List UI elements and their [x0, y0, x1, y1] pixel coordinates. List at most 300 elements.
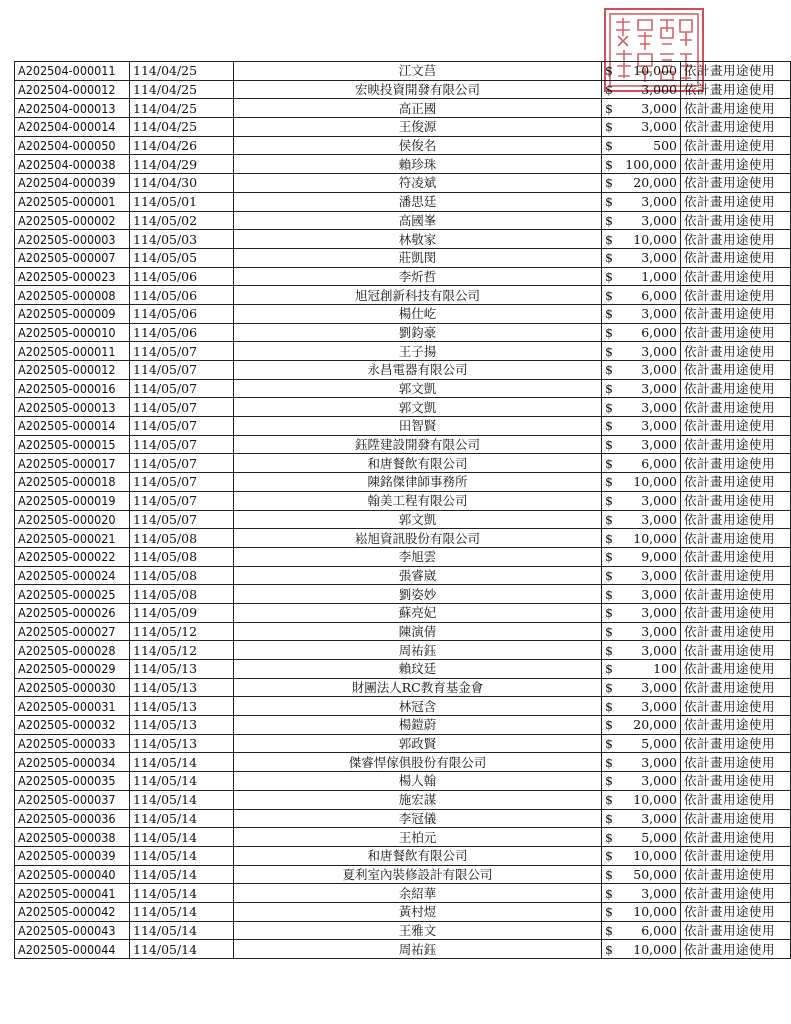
date-cell: 114/05/09	[130, 603, 234, 622]
usage-cell: 依計畫用途使用	[681, 80, 791, 99]
date-cell: 114/05/13	[130, 716, 234, 735]
currency-symbol: $	[605, 418, 613, 434]
receipt-id-cell: A202505-000032	[15, 716, 130, 735]
date-cell: 114/05/07	[130, 473, 234, 492]
amount-value: 3,000	[641, 306, 677, 322]
amount-cell	[602, 361, 681, 380]
currency-symbol: $	[605, 399, 613, 415]
usage-cell: 依計畫用途使用	[681, 921, 791, 940]
donor-name-cell: 財團法人RC教育基金會	[234, 678, 602, 697]
receipt-id-cell: A202505-000039	[15, 846, 130, 865]
table-row	[15, 678, 791, 697]
table-row	[15, 547, 791, 566]
amount-value: 20,000	[633, 175, 677, 191]
amount-cell	[602, 379, 681, 398]
date-cell: 114/05/06	[130, 267, 234, 286]
receipt-id-cell: A202505-000038	[15, 828, 130, 847]
receipt-id-cell: A202505-000027	[15, 622, 130, 641]
usage-cell: 依計畫用途使用	[681, 230, 791, 249]
currency-symbol: $	[605, 680, 613, 696]
receipt-id-cell: A202505-000043	[15, 921, 130, 940]
usage-cell: 依計畫用途使用	[681, 846, 791, 865]
amount-cell	[602, 342, 681, 361]
receipt-id-cell: A202505-000022	[15, 547, 130, 566]
receipt-id-cell: A202504-000012	[15, 80, 130, 99]
table-row	[15, 828, 791, 847]
usage-cell: 依計畫用途使用	[681, 99, 791, 118]
date-cell: 114/05/03	[130, 230, 234, 249]
usage-cell: 依計畫用途使用	[681, 547, 791, 566]
receipt-id-cell: A202504-000011	[15, 62, 130, 81]
receipt-id-cell: A202505-000003	[15, 230, 130, 249]
amount-value: 3,000	[641, 567, 677, 583]
usage-cell: 依計畫用途使用	[681, 809, 791, 828]
amount-cell	[602, 772, 681, 791]
amount-cell	[602, 491, 681, 510]
donor-name-cell: 郭文凱	[234, 510, 602, 529]
receipt-id-cell: A202504-000039	[15, 174, 130, 193]
amount-cell	[602, 884, 681, 903]
donor-name-cell: 周祐鈺	[234, 940, 602, 959]
receipt-id-cell: A202505-000024	[15, 566, 130, 585]
currency-symbol: $	[605, 848, 613, 864]
amount-cell	[602, 230, 681, 249]
date-cell: 114/05/07	[130, 361, 234, 380]
amount-cell	[602, 641, 681, 660]
receipt-id-cell: A202505-000040	[15, 865, 130, 884]
date-cell: 114/05/14	[130, 753, 234, 772]
table-row	[15, 660, 791, 679]
donor-name-cell: 林冠含	[234, 697, 602, 716]
table-row	[15, 174, 791, 193]
date-cell: 114/05/08	[130, 547, 234, 566]
usage-cell: 依計畫用途使用	[681, 62, 791, 81]
amount-cell	[602, 921, 681, 940]
currency-symbol: $	[605, 586, 613, 602]
donor-name-cell: 周祐鈺	[234, 641, 602, 660]
date-cell: 114/04/25	[130, 118, 234, 137]
donor-name-cell: 楊人翰	[234, 772, 602, 791]
currency-symbol: $	[605, 754, 613, 770]
usage-cell: 依計畫用途使用	[681, 641, 791, 660]
usage-cell: 依計畫用途使用	[681, 772, 791, 791]
donor-name-cell: 王俊源	[234, 118, 602, 137]
amount-value: 3,000	[641, 212, 677, 228]
donor-name-cell: 余紹華	[234, 884, 602, 903]
donor-name-cell: 李冠儀	[234, 809, 602, 828]
date-cell: 114/05/14	[130, 828, 234, 847]
donor-name-cell: 陳演倩	[234, 622, 602, 641]
currency-symbol: $	[605, 567, 613, 583]
amount-cell	[602, 678, 681, 697]
donor-name-cell: 楊鎧蔚	[234, 716, 602, 735]
amount-value: 10,000	[633, 941, 677, 957]
amount-value: 5,000	[641, 829, 677, 845]
usage-cell: 依計畫用途使用	[681, 361, 791, 380]
donor-name-cell: 王雅文	[234, 921, 602, 940]
donor-name-cell: 侯俊名	[234, 136, 602, 155]
usage-cell: 依計畫用途使用	[681, 155, 791, 174]
currency-symbol: $	[605, 829, 613, 845]
table-row	[15, 603, 791, 622]
amount-value: 3,000	[641, 642, 677, 658]
usage-cell: 依計畫用途使用	[681, 734, 791, 753]
table-row	[15, 491, 791, 510]
currency-symbol: $	[605, 362, 613, 378]
currency-symbol: $	[605, 623, 613, 639]
donor-name-cell: 李旭雲	[234, 547, 602, 566]
table-row	[15, 865, 791, 884]
amount-cell	[602, 865, 681, 884]
currency-symbol: $	[605, 866, 613, 882]
currency-symbol: $	[605, 306, 613, 322]
currency-symbol: $	[605, 810, 613, 826]
usage-cell: 依計畫用途使用	[681, 323, 791, 342]
usage-cell: 依計畫用途使用	[681, 454, 791, 473]
amount-cell	[602, 174, 681, 193]
date-cell: 114/05/13	[130, 678, 234, 697]
currency-symbol: $	[605, 474, 613, 490]
table-row	[15, 809, 791, 828]
amount-cell	[602, 790, 681, 809]
usage-cell: 依計畫用途使用	[681, 790, 791, 809]
receipt-id-cell: A202505-000044	[15, 940, 130, 959]
amount-value: 3,000	[641, 493, 677, 509]
amount-cell	[602, 211, 681, 230]
donation-ledger-table	[14, 61, 791, 959]
donor-name-cell: 和唐餐飲有限公司	[234, 454, 602, 473]
receipt-id-cell: A202505-000013	[15, 398, 130, 417]
amount-cell	[602, 192, 681, 211]
date-cell: 114/05/06	[130, 304, 234, 323]
table-row	[15, 248, 791, 267]
receipt-id-cell: A202505-000011	[15, 342, 130, 361]
currency-symbol: $	[605, 736, 613, 752]
table-row	[15, 641, 791, 660]
amount-cell	[602, 566, 681, 585]
currency-symbol: $	[605, 605, 613, 621]
receipt-id-cell: A202505-000009	[15, 304, 130, 323]
currency-symbol: $	[605, 530, 613, 546]
currency-symbol: $	[605, 437, 613, 453]
date-cell: 114/05/07	[130, 417, 234, 436]
date-cell: 114/05/07	[130, 435, 234, 454]
amount-cell	[602, 473, 681, 492]
table-row	[15, 529, 791, 548]
amount-value: 3,000	[641, 511, 677, 527]
table-row	[15, 379, 791, 398]
ledger-body	[15, 62, 791, 959]
amount-value: 100,000	[625, 156, 677, 172]
currency-symbol: $	[605, 455, 613, 471]
usage-cell: 依計畫用途使用	[681, 304, 791, 323]
date-cell: 114/05/07	[130, 379, 234, 398]
usage-cell: 依計畫用途使用	[681, 603, 791, 622]
table-row	[15, 566, 791, 585]
table-row	[15, 417, 791, 436]
amount-cell	[602, 660, 681, 679]
receipt-id-cell: A202504-000014	[15, 118, 130, 137]
donor-name-cell: 黃村煜	[234, 902, 602, 921]
currency-symbol: $	[605, 231, 613, 247]
table-row	[15, 118, 791, 137]
receipt-id-cell: A202505-000018	[15, 473, 130, 492]
table-row	[15, 99, 791, 118]
amount-value: 3,000	[641, 362, 677, 378]
table-row	[15, 62, 791, 81]
currency-symbol: $	[605, 268, 613, 284]
donor-name-cell: 傑睿悍傢俱股份有限公司	[234, 753, 602, 772]
donor-name-cell: 崧旭資訊股份有限公司	[234, 529, 602, 548]
receipt-id-cell: A202505-000020	[15, 510, 130, 529]
amount-value: 10,000	[633, 904, 677, 920]
amount-value: 10,000	[633, 848, 677, 864]
date-cell: 114/05/07	[130, 454, 234, 473]
currency-symbol: $	[605, 119, 613, 135]
currency-symbol: $	[605, 100, 613, 116]
date-cell: 114/05/07	[130, 398, 234, 417]
receipt-id-cell: A202505-000033	[15, 734, 130, 753]
amount-cell	[602, 417, 681, 436]
usage-cell: 依計畫用途使用	[681, 566, 791, 585]
donor-name-cell: 賴珍珠	[234, 155, 602, 174]
receipt-id-cell: A202505-000019	[15, 491, 130, 510]
amount-value: 6,000	[641, 455, 677, 471]
amount-value: 3,000	[641, 810, 677, 826]
date-cell: 114/05/14	[130, 921, 234, 940]
receipt-id-cell: A202504-000013	[15, 99, 130, 118]
donor-name-cell: 夏利室內裝修設計有限公司	[234, 865, 602, 884]
date-cell: 114/05/08	[130, 566, 234, 585]
donor-name-cell: 潘思廷	[234, 192, 602, 211]
table-row	[15, 790, 791, 809]
receipt-id-cell: A202505-000001	[15, 192, 130, 211]
amount-cell	[602, 323, 681, 342]
date-cell: 114/05/14	[130, 772, 234, 791]
amount-cell	[602, 99, 681, 118]
donor-name-cell: 江文莒	[234, 62, 602, 81]
usage-cell: 依計畫用途使用	[681, 902, 791, 921]
table-row	[15, 398, 791, 417]
table-row	[15, 734, 791, 753]
currency-symbol: $	[605, 773, 613, 789]
date-cell: 114/05/13	[130, 660, 234, 679]
table-row	[15, 753, 791, 772]
donor-name-cell: 張睿崴	[234, 566, 602, 585]
table-row	[15, 267, 791, 286]
usage-cell: 依計畫用途使用	[681, 267, 791, 286]
donor-name-cell: 莊凱閔	[234, 248, 602, 267]
donor-name-cell: 高正國	[234, 99, 602, 118]
table-row	[15, 473, 791, 492]
amount-value: 10,000	[633, 231, 677, 247]
amount-value: 3,000	[641, 399, 677, 415]
amount-value: 3,000	[641, 418, 677, 434]
donor-name-cell: 永昌電器有限公司	[234, 361, 602, 380]
amount-cell	[602, 454, 681, 473]
donor-name-cell: 劉姿妙	[234, 585, 602, 604]
date-cell: 114/05/14	[130, 902, 234, 921]
amount-cell	[602, 136, 681, 155]
table-row	[15, 323, 791, 342]
amount-value: 3,000	[641, 680, 677, 696]
usage-cell: 依計畫用途使用	[681, 828, 791, 847]
amount-value: 3,000	[641, 623, 677, 639]
donor-name-cell: 郭文凱	[234, 398, 602, 417]
table-row	[15, 211, 791, 230]
donor-name-cell: 符凌斌	[234, 174, 602, 193]
receipt-id-cell: A202505-000041	[15, 884, 130, 903]
amount-cell	[602, 734, 681, 753]
donor-name-cell: 蘇亮妃	[234, 603, 602, 622]
date-cell: 114/05/06	[130, 323, 234, 342]
currency-symbol: $	[605, 250, 613, 266]
usage-cell: 依計畫用途使用	[681, 753, 791, 772]
table-row	[15, 192, 791, 211]
amount-value: 3,000	[641, 343, 677, 359]
date-cell: 114/05/14	[130, 884, 234, 903]
amount-value: 5,000	[641, 736, 677, 752]
currency-symbol: $	[605, 717, 613, 733]
usage-cell: 依計畫用途使用	[681, 678, 791, 697]
usage-cell: 依計畫用途使用	[681, 491, 791, 510]
usage-cell: 依計畫用途使用	[681, 585, 791, 604]
table-row	[15, 342, 791, 361]
amount-value: 1,000	[641, 268, 677, 284]
usage-cell: 依計畫用途使用	[681, 940, 791, 959]
date-cell: 114/05/05	[130, 248, 234, 267]
table-row	[15, 230, 791, 249]
receipt-id-cell: A202505-000025	[15, 585, 130, 604]
currency-symbol: $	[605, 63, 613, 79]
donor-name-cell: 高國峯	[234, 211, 602, 230]
currency-symbol: $	[605, 156, 613, 172]
receipt-id-cell: A202505-000012	[15, 361, 130, 380]
amount-value: 3,000	[641, 586, 677, 602]
amount-value: 3,000	[641, 100, 677, 116]
usage-cell: 依計畫用途使用	[681, 192, 791, 211]
amount-value: 3,000	[641, 885, 677, 901]
amount-value: 6,000	[641, 922, 677, 938]
amount-value: 3,000	[641, 605, 677, 621]
receipt-id-cell: A202505-000021	[15, 529, 130, 548]
usage-cell: 依計畫用途使用	[681, 510, 791, 529]
currency-symbol: $	[605, 792, 613, 808]
amount-cell	[602, 248, 681, 267]
amount-cell	[602, 697, 681, 716]
amount-cell	[602, 716, 681, 735]
usage-cell: 依計畫用途使用	[681, 286, 791, 305]
table-row	[15, 454, 791, 473]
date-cell: 114/05/01	[130, 192, 234, 211]
amount-value: 9,000	[641, 549, 677, 565]
receipt-id-cell: A202505-000028	[15, 641, 130, 660]
currency-symbol: $	[605, 549, 613, 565]
currency-symbol: $	[605, 511, 613, 527]
amount-value: 3,000	[641, 754, 677, 770]
usage-cell: 依計畫用途使用	[681, 342, 791, 361]
donor-name-cell: 陳銘傑律師事務所	[234, 473, 602, 492]
date-cell: 114/05/08	[130, 529, 234, 548]
receipt-id-cell: A202504-000038	[15, 155, 130, 174]
date-cell: 114/05/12	[130, 641, 234, 660]
donor-name-cell: 郭文凱	[234, 379, 602, 398]
currency-symbol: $	[605, 175, 613, 191]
date-cell: 114/05/08	[130, 585, 234, 604]
receipt-id-cell: A202505-000010	[15, 323, 130, 342]
receipt-id-cell: A202505-000030	[15, 678, 130, 697]
usage-cell: 依計畫用途使用	[681, 716, 791, 735]
table-row	[15, 155, 791, 174]
date-cell: 114/04/25	[130, 62, 234, 81]
table-row	[15, 940, 791, 959]
amount-cell	[602, 155, 681, 174]
currency-symbol: $	[605, 212, 613, 228]
date-cell: 114/04/29	[130, 155, 234, 174]
amount-cell	[602, 846, 681, 865]
date-cell: 114/05/07	[130, 342, 234, 361]
amount-cell	[602, 603, 681, 622]
usage-cell: 依計畫用途使用	[681, 884, 791, 903]
receipt-id-cell: A202505-000023	[15, 267, 130, 286]
amount-value: 100	[653, 661, 677, 677]
usage-cell: 依計畫用途使用	[681, 379, 791, 398]
amount-cell	[602, 828, 681, 847]
currency-symbol: $	[605, 661, 613, 677]
amount-value: 10,000	[633, 792, 677, 808]
usage-cell: 依計畫用途使用	[681, 697, 791, 716]
receipt-id-cell: A202505-000026	[15, 603, 130, 622]
table-row	[15, 510, 791, 529]
amount-cell	[602, 118, 681, 137]
donor-name-cell: 劉鈞豪	[234, 323, 602, 342]
receipt-id-cell: A202505-000015	[15, 435, 130, 454]
amount-cell	[602, 304, 681, 323]
donor-name-cell: 王柏元	[234, 828, 602, 847]
date-cell: 114/05/14	[130, 809, 234, 828]
date-cell: 114/05/14	[130, 846, 234, 865]
receipt-id-cell: A202505-000035	[15, 772, 130, 791]
table-row	[15, 921, 791, 940]
table-row	[15, 304, 791, 323]
donor-name-cell: 李炘哲	[234, 267, 602, 286]
receipt-id-cell: A202504-000050	[15, 136, 130, 155]
amount-value: 10,000	[633, 63, 677, 79]
receipt-id-cell: A202505-000037	[15, 790, 130, 809]
amount-cell	[602, 547, 681, 566]
amount-value: 3,000	[641, 82, 677, 98]
amount-cell	[602, 622, 681, 641]
date-cell: 114/05/06	[130, 286, 234, 305]
donor-name-cell: 賴玟廷	[234, 660, 602, 679]
donor-name-cell: 宏映投資開發有限公司	[234, 80, 602, 99]
usage-cell: 依計畫用途使用	[681, 211, 791, 230]
currency-symbol: $	[605, 82, 613, 98]
currency-symbol: $	[605, 287, 613, 303]
currency-symbol: $	[605, 904, 613, 920]
amount-value: 10,000	[633, 530, 677, 546]
usage-cell: 依計畫用途使用	[681, 435, 791, 454]
currency-symbol: $	[605, 343, 613, 359]
amount-cell	[602, 940, 681, 959]
usage-cell: 依計畫用途使用	[681, 398, 791, 417]
amount-cell	[602, 398, 681, 417]
donor-name-cell: 王子揚	[234, 342, 602, 361]
amount-value: 3,000	[641, 698, 677, 714]
date-cell: 114/04/25	[130, 80, 234, 99]
receipt-id-cell: A202505-000036	[15, 809, 130, 828]
usage-cell: 依計畫用途使用	[681, 417, 791, 436]
